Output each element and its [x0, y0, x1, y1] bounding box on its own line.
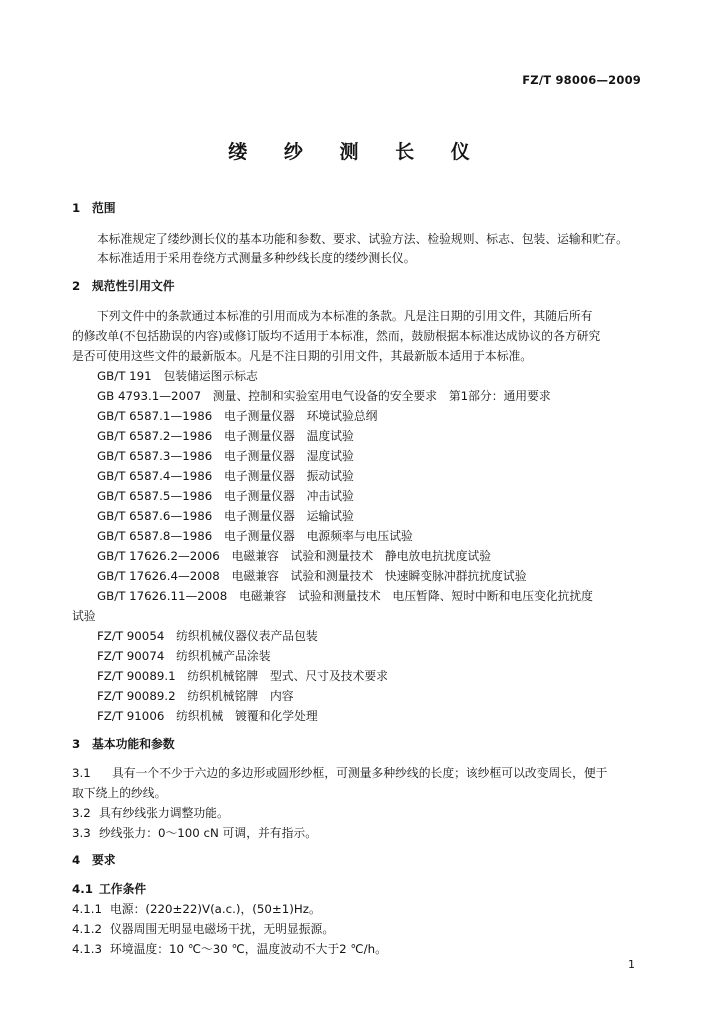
section-title: 范围	[92, 201, 116, 215]
section-2-heading	[72, 279, 175, 294]
reference-item: GB/T 6587.5—1986 电子测量仪器 冲击试验	[97, 489, 354, 503]
references-intro-line-3: 是否可使用这些文件的最新版本。凡是不注日期的引用文件，其最新版本适用于本标准。	[72, 349, 533, 363]
reference-item-wrap: 试验	[72, 609, 96, 623]
section-number: 4	[72, 853, 81, 867]
clause-3-1-line-2: 取下绕上的纱线。	[72, 786, 167, 800]
clause-number: 3.3	[72, 826, 91, 840]
scope-paragraph-1: 本标准规定了缕纱测长仪的基本功能和参数、要求、试验方法、检验规则、标志、包装、运输和贮存。	[97, 232, 628, 246]
reference-item: GB 4793.1—2007 测量、控制和实验室用电气设备的安全要求 第1部分：通用要求	[97, 389, 551, 403]
reference-item: FZ/T 91006 纺织机械 镀覆和化学处理	[97, 709, 318, 723]
clause-text: 电源：(220±22)V(a.c.)，(50±1)Hz。	[110, 902, 321, 916]
reference-item: GB/T 191 包装储运图示标志	[97, 369, 258, 383]
clause-text: 具有一个不少于六边的多边形或圆形纱框，可测量多种纱线的长度；该纱框可以改变周长，便于	[112, 766, 608, 780]
section-4-heading	[72, 853, 116, 868]
clause-3-2	[72, 806, 229, 821]
section-title: 要求	[92, 853, 116, 867]
clause-text: 环境温度：10 ℃～30 ℃，温度波动不大于2 ℃/h。	[110, 942, 387, 956]
reference-item: GB/T 6587.3—1986 电子测量仪器 湿度试验	[97, 449, 354, 463]
clause-4-1-1	[72, 902, 321, 917]
clause-number: 3.1	[72, 766, 91, 780]
clause-text: 工作条件	[99, 882, 147, 896]
section-title: 基本功能和参数	[92, 737, 175, 751]
document-title: 缕 纱 测 长 仪	[228, 141, 485, 163]
clause-number: 4.1.1	[72, 902, 103, 916]
clause-4-1-3	[72, 942, 387, 957]
clause-number: 4.1.3	[72, 942, 103, 956]
references-intro-line-2: 的修改单(不包括勘误的内容)或修订版均不适用于本标准，然而，鼓励根据本标准达成协议的各方研究	[72, 329, 601, 343]
reference-item: GB/T 6587.6—1986 电子测量仪器 运输试验	[97, 509, 354, 523]
section-number: 1	[72, 201, 81, 215]
references-intro-line-1: 下列文件中的条款通过本标准的引用而成为本标准的条款。凡是注日期的引用文件，其随后所有	[97, 309, 593, 323]
section-title: 规范性引用文件	[92, 279, 175, 293]
reference-item: FZ/T 90054 纺织机械仪器仪表产品包装	[97, 629, 318, 643]
scope-paragraph-2: 本标准适用于采用卷绕方式测量多种纱线长度的缕纱测长仪。	[97, 251, 416, 265]
clause-number: 4.1	[72, 882, 93, 896]
reference-item: GB/T 6587.1—1986 电子测量仪器 环境试验总纲	[97, 409, 378, 423]
reference-item: GB/T 6587.2—1986 电子测量仪器 温度试验	[97, 429, 354, 443]
section-number: 2	[72, 279, 81, 293]
clause-text: 具有纱线张力调整功能。	[99, 806, 229, 820]
reference-item: FZ/T 90089.1 纺织机械铭牌 型式、尺寸及技术要求	[97, 669, 388, 683]
section-number: 3	[72, 737, 81, 751]
clause-text: 仪器周围无明显电磁场干扰，无明显振源。	[110, 922, 335, 936]
reference-item: GB/T 6587.8—1986 电子测量仪器 电源频率与电压试验	[97, 529, 413, 543]
reference-item: GB/T 6587.4—1986 电子测量仪器 振动试验	[97, 469, 354, 483]
reference-item: FZ/T 90089.2 纺织机械铭牌 内容	[97, 689, 294, 703]
clause-number: 4.1.2	[72, 922, 103, 936]
clause-3-1-line-1	[72, 766, 607, 781]
page-number: 1	[628, 958, 635, 971]
clause-number: 3.2	[72, 806, 91, 820]
standard-number: FZ/T 98006—2009	[522, 73, 641, 87]
clause-text: 纱线张力：0～100 cN 可调，并有指示。	[99, 826, 317, 840]
reference-item: FZ/T 90074 纺织机械产品涂装	[97, 649, 271, 663]
reference-item: GB/T 17626.4—2008 电磁兼容 试验和测量技术 快速瞬变脉冲群抗扰度试验	[97, 569, 527, 583]
clause-4-1	[72, 882, 146, 897]
section-1-heading	[72, 201, 116, 216]
clause-3-3	[72, 826, 317, 841]
reference-item: GB/T 17626.11—2008 电磁兼容 试验和测量技术 电压暂降、短时中断和电压变化抗扰度	[97, 589, 593, 603]
clause-4-1-2	[72, 922, 334, 937]
section-3-heading	[72, 737, 175, 752]
reference-item: GB/T 17626.2—2006 电磁兼容 试验和测量技术 静电放电抗扰度试验	[97, 549, 492, 563]
